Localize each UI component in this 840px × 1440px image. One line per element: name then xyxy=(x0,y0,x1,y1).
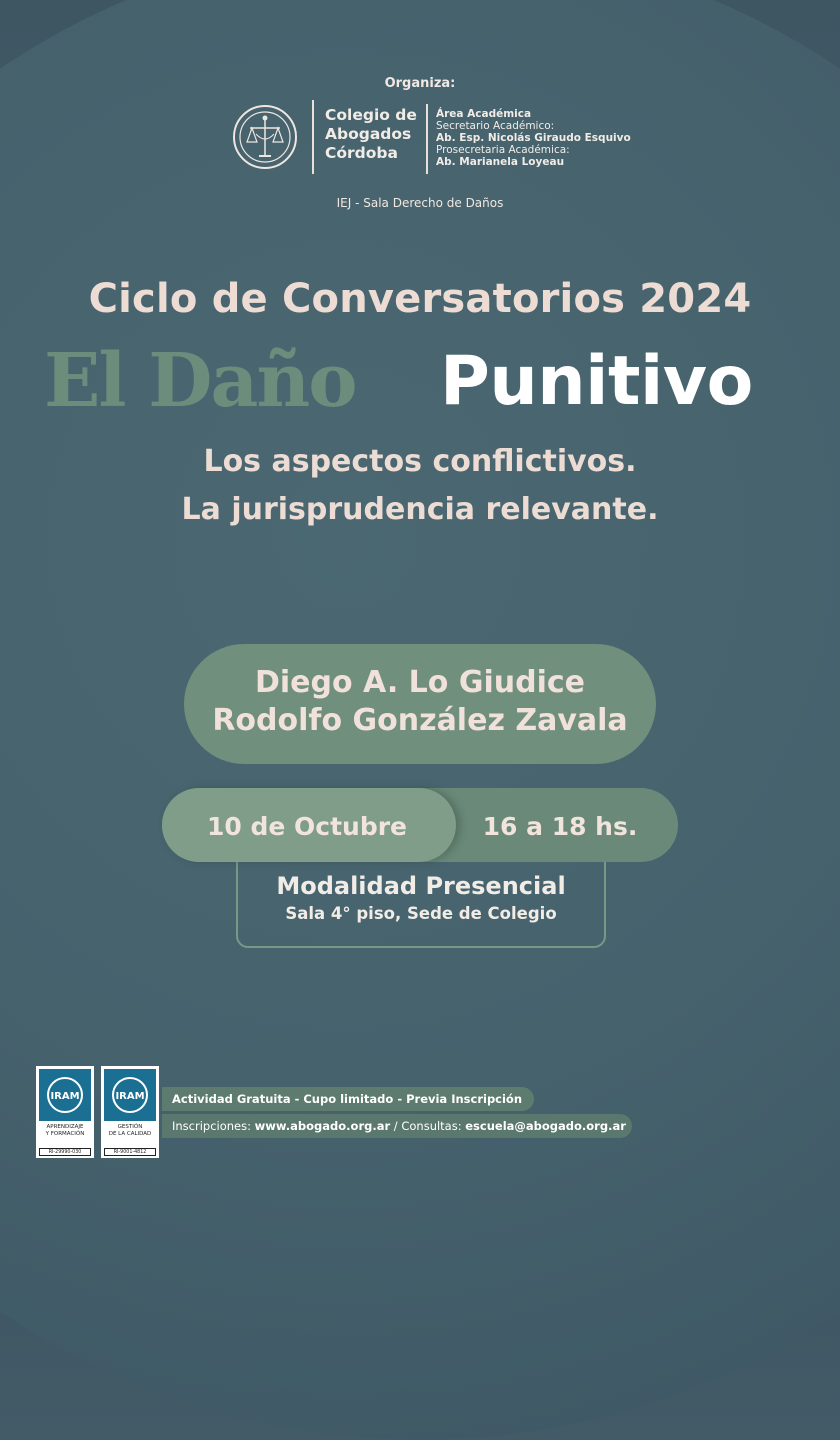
iej-sala: IEJ - Sala Derecho de Daños xyxy=(336,196,504,210)
iram-label: DE LA CALIDAD xyxy=(108,1131,152,1137)
inscripciones-label: Inscripciones: xyxy=(172,1119,255,1133)
iram-label: Y FORMACIÓN xyxy=(45,1131,85,1137)
cycle-title: Ciclo de Conversatorios 2024 xyxy=(88,276,752,322)
modality-location: Sala 4° piso, Sede de Colegio xyxy=(285,904,557,923)
subtitle-line2: La jurisprudencia relevante. xyxy=(181,492,659,527)
secretario-role: Secretario Académico: xyxy=(436,120,555,132)
activity-banner xyxy=(162,1087,534,1111)
event-date: 10 de Octubre xyxy=(206,812,408,841)
secretario-name: Ab. Esp. Nicolás Giraudo Esquivo xyxy=(436,132,631,144)
consultas-label: / Consultas: xyxy=(390,1119,466,1133)
inscripciones-link[interactable]: www.abogado.org.ar xyxy=(254,1119,391,1133)
iram-certification-badge xyxy=(36,1066,94,1158)
speaker-name: Diego A. Lo Giudice xyxy=(255,665,585,700)
iram-certification-badge xyxy=(101,1066,159,1158)
organiza-label: Organiza: xyxy=(384,76,456,91)
contact-text xyxy=(172,1119,626,1133)
iram-logo-icon xyxy=(104,1069,156,1121)
iram-code: RI-29990-030 xyxy=(39,1148,91,1156)
consultas-email-link[interactable]: escuela@abogado.org.ar xyxy=(465,1119,626,1133)
area-title: Área Académica xyxy=(436,108,532,120)
colegio-name xyxy=(312,100,426,174)
main-title-part2: Punitivo xyxy=(440,342,753,421)
svg-text:IRAM: IRAM xyxy=(50,1091,80,1102)
iram-label: APRENDIZAJE xyxy=(46,1124,84,1130)
event-hours: 16 a 18 hs. xyxy=(482,812,638,841)
iram-logo-icon xyxy=(39,1069,91,1121)
modality-title: Modalidad Presencial xyxy=(276,872,566,900)
colegio-name-line: Colegio de xyxy=(325,106,417,124)
header-divider xyxy=(426,104,428,174)
speakers-pill xyxy=(184,644,656,764)
speaker-name: Rodolfo González Zavala xyxy=(212,703,628,738)
colegio-name-line: Córdoba xyxy=(325,144,398,162)
prosecretaria-name: Ab. Marianela Loyeau xyxy=(436,156,565,168)
subtitle-line1: Los aspectos conflictivos. xyxy=(203,444,637,479)
svg-text:IRAM: IRAM xyxy=(115,1091,145,1102)
area-academica-block xyxy=(436,108,631,168)
colegio-seal-icon xyxy=(232,104,298,170)
contact-banner xyxy=(162,1114,632,1138)
prosecretaria-role: Prosecretaria Académica: xyxy=(436,144,570,156)
activity-text: Actividad Gratuita - Cupo limitado - Previa Inscripción xyxy=(172,1092,523,1106)
colegio-name-line: Abogados xyxy=(325,125,412,143)
iram-code: RI-9001-4812 xyxy=(104,1148,156,1156)
iram-label: GESTIÓN xyxy=(117,1124,143,1130)
main-title-part1: El Daño xyxy=(44,338,356,424)
